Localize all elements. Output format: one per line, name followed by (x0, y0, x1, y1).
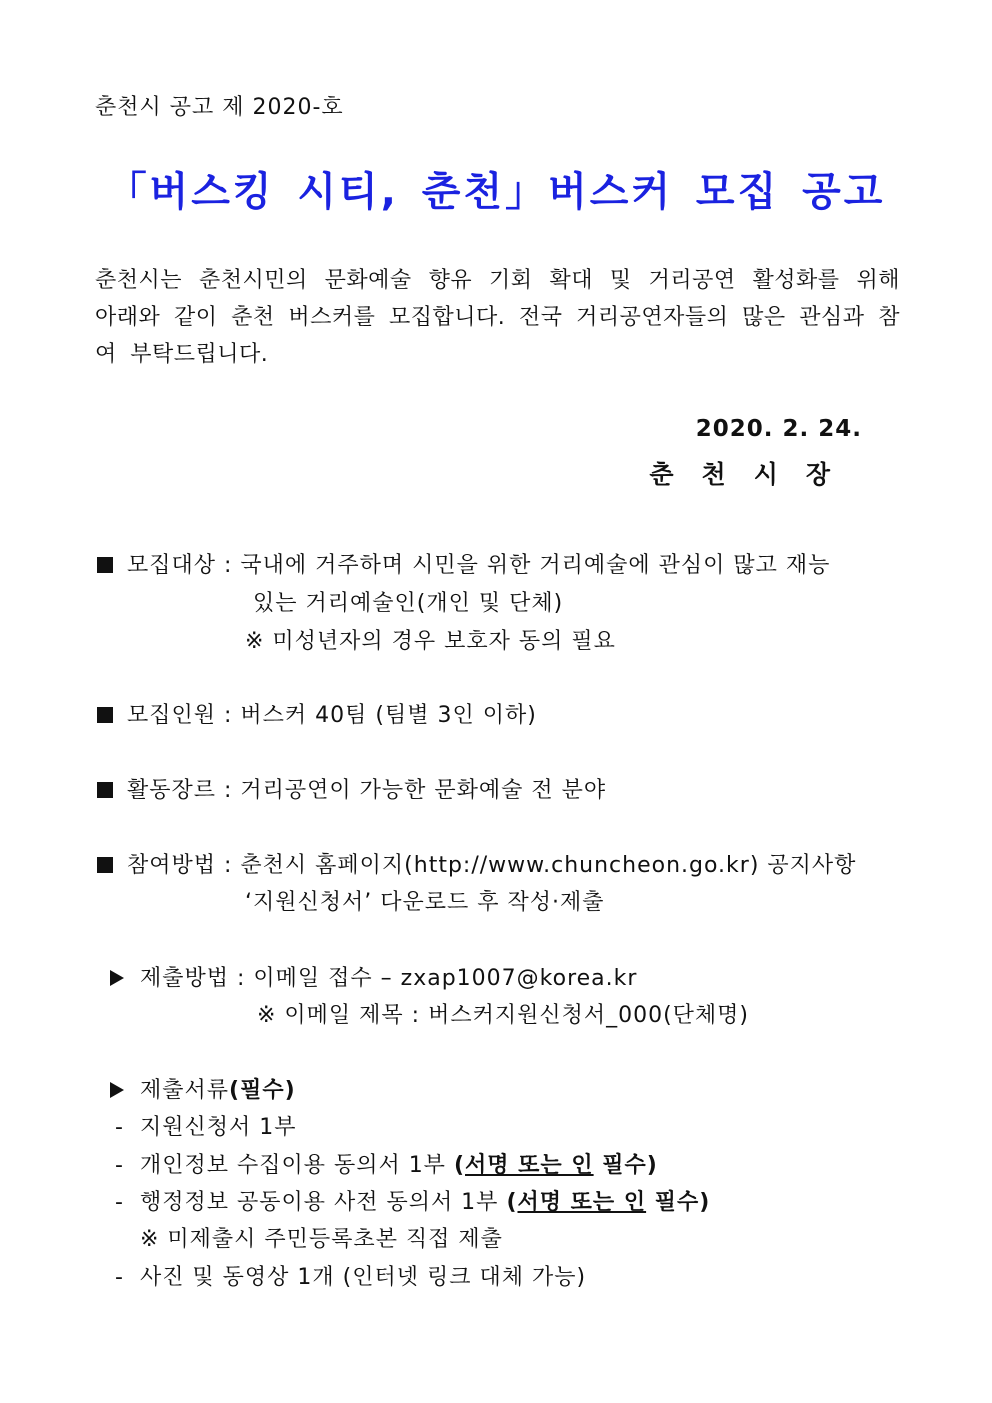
page-title: 「버스킹 시티, 춘천」버스커 모집 공고 (106, 169, 886, 215)
signer: 춘천시장 (649, 460, 858, 489)
intro-paragraph: 춘천시는 춘천시민의 문화예술 향유 기회 확대 및 거리공연 활성화를 위해 아래와 같이 춘천 버스커를 모집합니다. 전국 거리공연자들의 많은 관심과 참여 부탁드립니다. (95, 268, 900, 367)
submission-method: 제출방법 : 이메일 접수 – zxap1007@korea.kr (110, 961, 637, 992)
section-method: 참여방법 : 춘천시 홈페이지(http://www.chuncheon.go.kr) 공지사항 (97, 848, 856, 879)
document-item-text: 지원신청서 1부 (139, 1115, 297, 1140)
square-bullet-icon (97, 857, 113, 873)
section-target: 모집대상 : 국내에 거주하며 시민을 위한 거리예술에 관심이 많고 재능 (97, 548, 830, 579)
document-item-1: - 지원신청서 1부 (115, 1115, 297, 1140)
section-label: 활동장르 (127, 778, 217, 803)
section-label: 모집인원 (127, 703, 217, 728)
document-item-2: - 개인정보 수집이용 동의서 1부 (서명 또는 인 필수) (115, 1153, 658, 1178)
required-note-open: ( (453, 1153, 466, 1178)
section-target-note: ※ 미성년자의 경우 보호자 동의 필요 (245, 629, 616, 654)
notice-date: 2020. 2. 24. (695, 416, 862, 442)
required-note-open: ( (506, 1190, 518, 1215)
section-target-line2: 있는 거리예술인(개인 및 단체) (253, 591, 564, 616)
section-count: 모집인원 : 버스커 40팀 (팀별 3인 이하) (97, 698, 537, 729)
square-bullet-icon (97, 707, 113, 723)
section-text: 버스커 40팀 (팀별 3인 이하) (240, 703, 537, 728)
documents-label: 제출서류 (140, 1078, 230, 1103)
required-note (454, 1153, 658, 1178)
notice-number: 춘천시 공고 제 2020-호 (95, 95, 344, 120)
required-note-close: 필수) (593, 1153, 658, 1178)
triangle-bullet-icon (110, 1082, 124, 1098)
document-item-text: 행정정보 공동이용 사전 동의서 1부 (139, 1190, 499, 1215)
documents-label-required: (필수) (229, 1078, 296, 1103)
triangle-bullet-icon (110, 970, 124, 986)
document-item-3-note: ※ 미제출시 주민등록초본 직접 제출 (140, 1227, 503, 1252)
document-item-4: - 사진 및 동영상 1개 (인터넷 링크 대체 가능) (115, 1265, 587, 1290)
required-note-underlined: 서명 또는 인 (517, 1190, 647, 1215)
submission-text: 이메일 접수 – zxap1007@korea.kr (253, 966, 638, 991)
submission-note: ※ 이메일 제목 : 버스커지원신청서_000(단체명) (257, 1003, 750, 1028)
document-item-3: - 행정정보 공동이용 사전 동의서 1부 (서명 또는 인 필수) (115, 1190, 711, 1215)
section-text: 거리공연이 가능한 문화예술 전 분야 (240, 778, 607, 803)
section-genre: 활동장르 : 거리공연이 가능한 문화예술 전 분야 (97, 773, 606, 804)
submission-label: 제출방법 (140, 966, 230, 991)
document-item-text: 사진 및 동영상 1개 (인터넷 링크 대체 가능) (139, 1265, 587, 1290)
section-label: 참여방법 (127, 853, 217, 878)
square-bullet-icon (97, 782, 113, 798)
required-note (506, 1190, 710, 1215)
square-bullet-icon (97, 557, 113, 573)
documents-heading (110, 1073, 296, 1104)
section-text: 국내에 거주하며 시민을 위한 거리예술에 관심이 많고 재능 (240, 553, 831, 578)
section-text: 춘천시 홈페이지(http://www.chuncheon.go.kr) 공지사항 (240, 853, 857, 878)
required-note-close: 필수) (646, 1190, 711, 1215)
required-note-underlined: 서명 또는 인 (465, 1153, 594, 1178)
document-item-text: 개인정보 수집이용 동의서 1부 (139, 1153, 446, 1178)
section-method-line2: ‘지원신청서’ 다운로드 후 작성·제출 (245, 890, 605, 915)
section-label: 모집대상 (127, 553, 217, 578)
